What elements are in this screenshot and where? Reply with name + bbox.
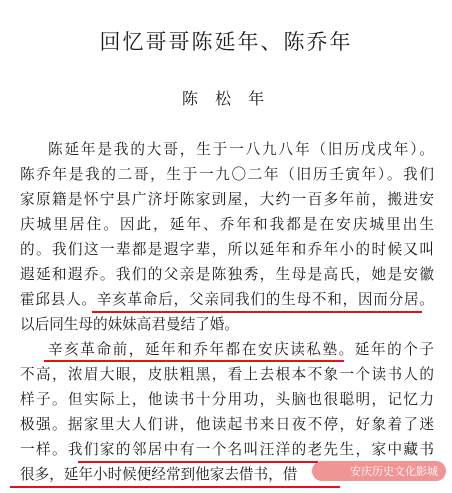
watermark-text: 安庆历史文化影城 xyxy=(350,465,438,478)
article-title: 回忆哥哥陈延年、陈乔年 xyxy=(99,30,353,54)
body-line: 不高，浓眉大眼，皮肤粗黑，看上去根本不象一个读书人的 xyxy=(20,366,434,383)
body-line: 霍邱县人。辛亥革命后，父亲同我们的生母不和，因而分居。 xyxy=(20,291,434,308)
body-line: 陈延年是我的大哥，生于一八九八年（旧历戊戌年）。 xyxy=(48,141,434,158)
body-line: 遐延和遐乔。我们的父亲是陈独秀，生母是高氏，她是安徽 xyxy=(20,266,434,283)
highlight-underline xyxy=(10,486,340,488)
body-line: 很多，延年小时候便经常到他家去借书，借 xyxy=(20,466,298,483)
body-line: 家原籍是怀宁县广济圩陈家剅屋，大约一百多年前，搬进安 xyxy=(20,191,434,208)
body-line: 庆城里居住。因此，延年、乔年和我都是在安庆城里出生 xyxy=(20,216,434,233)
body-line: 极强。据家里大人们讲，他读起书来日夜不停，好象着了迷 xyxy=(20,416,434,433)
body-line: 的。我们这一辈都是遐字辈，所以延年和乔年小的时候又叫 xyxy=(20,241,434,258)
body-line: 以后同生母的妹妹高君曼结了婚。 xyxy=(20,316,239,333)
highlight-underline xyxy=(44,360,344,362)
body-line: 一样。我们家的邻居中有一个名叫汪洋的老先生，家中藏书 xyxy=(20,441,434,458)
highlight-underline xyxy=(92,311,422,313)
highlight-underline xyxy=(78,461,318,463)
article-author: 陈 松 年 xyxy=(181,89,271,108)
body-line: 样子。但实际上，他读书十分用功，头脑也很聪明，记忆力 xyxy=(20,391,434,408)
body-line: 陈乔年是我的二哥，生于一九〇二年（旧历壬寅年）。我们 xyxy=(20,166,434,183)
body-line: 辛亥革命前，延年和乔年都在安庆读私塾。延年的个子 xyxy=(48,341,434,358)
